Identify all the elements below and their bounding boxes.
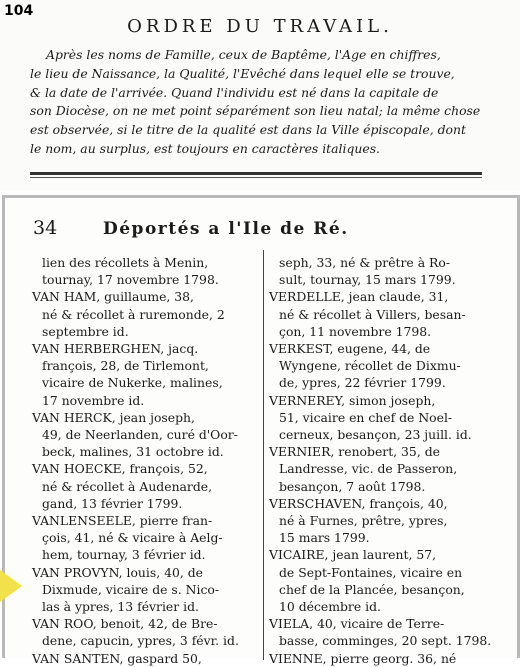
ornamental-rule	[30, 172, 482, 175]
previous-page-excerpt	[0, 0, 520, 190]
entry-line: Wyngene, récollet de Dixmu-	[279, 358, 461, 374]
paragraph-line: est observée, si le titre de la qualité est dans la Ville épiscopale, dont	[30, 122, 466, 138]
paragraph-line: Après les noms de Famille, ceux de Baptême, l'Age en chiffres,	[46, 47, 441, 62]
entry-line: VERKEST, eugene, 44, de	[269, 341, 431, 357]
entry-line: né & récollet à Villers, besan-	[279, 306, 466, 322]
entry-line: de, ypres, 22 février 1799.	[279, 375, 446, 391]
entry-line: VAN HAM, guillaume, 38,	[32, 289, 194, 305]
entry-line: 17 novembre id.	[42, 392, 145, 408]
entry-line: né & récollet à ruremonde, 2	[42, 306, 225, 322]
section-title: ORDRE DU TRAVAIL.	[127, 16, 393, 37]
explanatory-paragraph	[30, 46, 490, 159]
entry-line: gand, 13 février 1799.	[42, 495, 183, 511]
entry-line: vicaire de Nukerke, malines,	[42, 375, 223, 391]
entry-line: VERNIER, renobert, 35, de	[269, 444, 440, 460]
entry-line: besançon, 7 août 1798.	[279, 478, 426, 494]
page-number: 34	[33, 217, 58, 239]
entry-line: 51, vicaire en chef de Noel-	[279, 409, 453, 425]
entry-line: VAN ROO, benoit, 42, de Bre-	[32, 616, 218, 632]
entry-line: çon, 11 novembre 1798.	[279, 323, 432, 339]
entry-line: VANLENSEELE, pierre fran-	[32, 513, 213, 529]
entry-line: VAN PROVYN, louis, 40, de	[32, 564, 204, 580]
entry-line: VAN HERBERGHEN, jacq.	[32, 341, 199, 357]
entry-line: VAN HOECKE, françois, 52,	[32, 461, 208, 477]
paragraph-line: son Diocèse, on ne met point séparément son lieu natal; la même chose	[30, 103, 481, 119]
entry-line: VERNEREY, simon joseph,	[269, 392, 436, 408]
entry-line: 10 décembre id.	[279, 599, 381, 615]
entry-line: beck, malines, 31 octobre id.	[42, 444, 224, 460]
entry-line: chef de la Plancée, besançon,	[279, 581, 465, 597]
entry-line: dene, capucin, ypres, 3 févr. id.	[42, 633, 239, 649]
entry-line: né & récollet à Audenarde,	[42, 478, 213, 494]
entry-line: las à ypres, 13 février id.	[42, 599, 199, 615]
entry-line: VERDELLE, jean claude, 31,	[269, 289, 449, 305]
entry-line: VERSCHAVEN, françois, 40,	[269, 495, 448, 511]
yellow-arrow-icon	[0, 570, 22, 602]
entry-line: né à Furnes, prêtre, ypres,	[279, 513, 448, 529]
page-frame	[2, 195, 520, 666]
entry-line: Landresse, vic. de Passeron,	[279, 461, 458, 477]
entry-line: VAN SANTEN, gaspard 50,	[32, 650, 202, 666]
entry-line: VIELA, 40, vicaire de Terre-	[269, 616, 445, 632]
entry-line: septembre id.	[42, 323, 129, 339]
entry-line: cerneux, besançon, 23 juill. id.	[279, 427, 472, 443]
entry-line: VIENNE, pierre georg. 36, né	[269, 650, 457, 666]
page-number-label: 104	[4, 3, 34, 19]
page-title: Déportés a l'Ile de Ré.	[103, 219, 349, 239]
entry-line: tournay, 17 novembre 1798.	[42, 272, 219, 288]
entry-line: VAN HERCK, jean joseph,	[32, 409, 195, 425]
entry-line: sult, tournay, 15 mars 1799.	[279, 272, 456, 288]
entry-line: basse, comminges, 20 sept. 1798.	[279, 633, 492, 649]
paragraph-line: le lieu de Naissance, la Qualité, l'Evêché dans lequel elle se trouve,	[30, 65, 455, 81]
entry-line: seph, 33, né & prêtre à Ro-	[279, 255, 451, 270]
paragraph-line: & la date de l'arrivée. Quand l'individu est né dans la capitale de	[30, 84, 439, 100]
entry-line: hem, tournay, 3 février id.	[42, 547, 206, 563]
left-column	[32, 254, 264, 667]
paragraph-line: le nom, au surplus, est toujours en caractères italiques.	[30, 140, 380, 156]
entry-line: françois, 28, de Tirlemont,	[42, 358, 209, 374]
right-column	[269, 254, 501, 667]
entry-line: Dixmude, vicaire de s. Nico-	[42, 581, 220, 597]
entry-line: lien des récollets à Menin,	[42, 255, 209, 270]
entry-line: 49, de Neerlanden, curé d'Oor-	[42, 427, 238, 443]
entry-line: de Sept-Fontaines, vicaire en	[279, 564, 463, 580]
entry-line: 15 mars 1799.	[279, 530, 370, 546]
entry-line: VICAIRE, jean laurent, 57,	[269, 547, 437, 563]
entry-line: çois, 41, né & vicaire à Aelg-	[42, 530, 223, 546]
